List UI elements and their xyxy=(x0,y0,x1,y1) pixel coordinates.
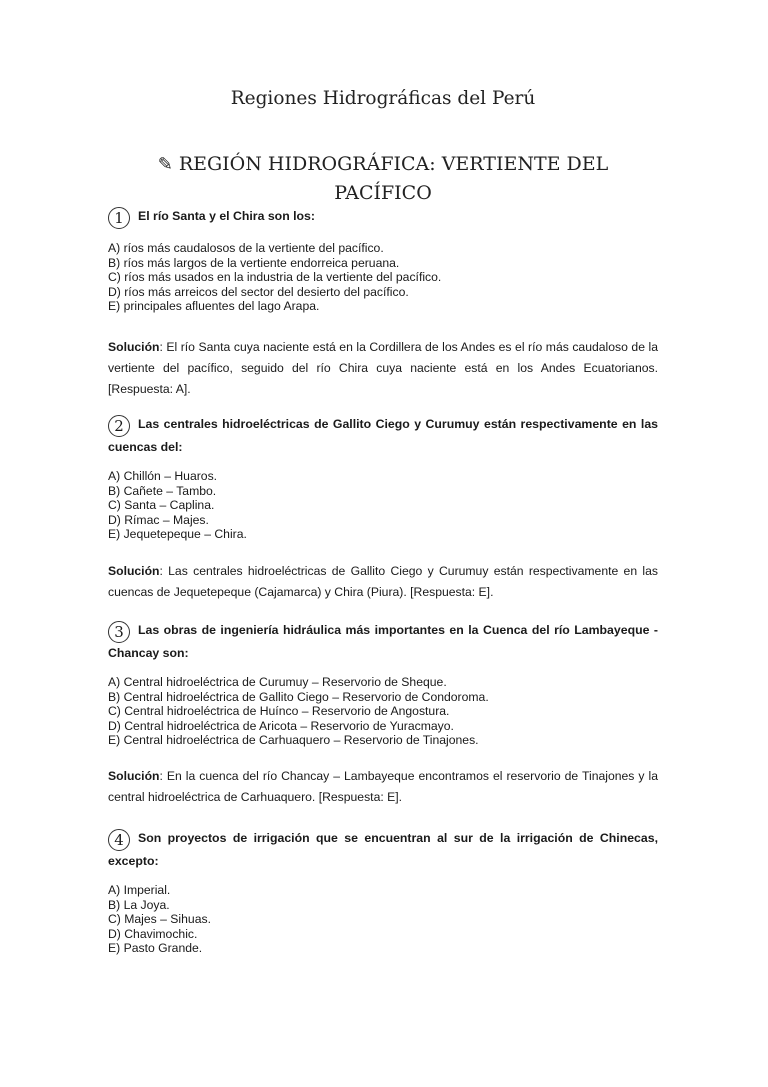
question-1 xyxy=(108,206,658,314)
solution-3: Solución: En la cuenca del río Chancay – Lambayeque encontramos el reservorio de Tinajones y la central hidroeléctrica de Carhuaquero. [Respuesta: E]. xyxy=(108,769,658,804)
question-1-options xyxy=(108,241,658,314)
option-e: E) principales afluentes del lago Arapa. xyxy=(108,299,320,314)
question-1-text: 1 El río Santa y el Chira son los: xyxy=(108,206,658,229)
pencil-icon: ✎ xyxy=(157,154,173,175)
option-a: A) ríos más caudalosos de la vertiente del pacífico. xyxy=(108,241,384,255)
section-heading-line2: PACÍFICO xyxy=(334,182,432,204)
question-4-text: 4 Son proyectos de irrigación que se encuentran al sur de la irrigación de Chinecas, excepto: xyxy=(108,831,658,868)
option-c: C) Central hidroeléctrica de Huínco – Reservorio de Angostura. xyxy=(108,704,450,719)
question-4 xyxy=(108,828,658,956)
question-number-badge: 3 xyxy=(108,621,130,643)
option-e: E) Jequetepeque – Chira. xyxy=(108,527,247,542)
option-d: D) Rímac – Majes. xyxy=(108,512,209,527)
section-heading xyxy=(108,150,658,207)
option-b: B) Central hidroeléctrica de Gallito Ciego – Reservorio de Condoroma. xyxy=(108,689,489,704)
question-number-badge: 1 xyxy=(108,207,130,229)
option-c: C) Majes – Sihuas. xyxy=(108,912,211,927)
solution-label: Solución xyxy=(108,769,160,783)
question-2-options xyxy=(108,469,658,542)
option-a: A) Central hidroeléctrica de Curumuy – Reservorio de Sheque. xyxy=(108,675,447,689)
question-3-options xyxy=(108,675,658,748)
option-c: C) Santa – Caplina. xyxy=(108,498,215,513)
option-d: D) Chavimochic. xyxy=(108,926,198,941)
option-e: E) Pasto Grande. xyxy=(108,941,203,956)
option-b: B) La Joya. xyxy=(108,897,170,912)
solution-label: Solución xyxy=(108,564,160,578)
question-2-text: 2 Las centrales hidroeléctricas de Gallito Ciego y Curumuy están respectivamente en las cuencas del: xyxy=(108,417,658,454)
document-title: Regiones Hidrográficas del Perú xyxy=(230,88,536,109)
solution-label: Solución xyxy=(108,340,160,354)
question-number-badge: 2 xyxy=(108,415,130,437)
option-d: D) ríos más arreicos del sector del desierto del pacífico. xyxy=(108,284,409,299)
solution-1: Solución: El río Santa cuya naciente está en la Cordillera de los Andes es el río más caudaloso de la vertiente del pacífico, seguido del río Chira cuya naciente está en los Andes Ecuatorianos. [Respuesta: A]. xyxy=(108,340,658,396)
option-a: A) Chillón – Huaros. xyxy=(108,469,218,483)
question-3 xyxy=(108,620,658,748)
question-4-options xyxy=(108,883,658,956)
question-3-text: 3 Las obras de ingeniería hidráulica más importantes en la Cuenca del río Lambayeque - Chancay son: xyxy=(108,623,658,660)
option-c: C) ríos más usados en la industria de la vertiente del pacífico. xyxy=(108,270,442,285)
section-heading-line1: REGIÓN HIDROGRÁFICA: VERTIENTE DEL xyxy=(178,153,609,175)
option-a: A) Imperial. xyxy=(108,883,171,897)
solution-2: Solución: Las centrales hidroeléctricas de Gallito Ciego y Curumuy están respectivamente en las cuencas de Jequetepeque (Cajamarca) y Chira (Piura). [Respuesta: E]. xyxy=(108,564,658,599)
option-b: B) Cañete – Tambo. xyxy=(108,483,217,498)
question-number-badge: 4 xyxy=(108,829,130,851)
option-e: E) Central hidroeléctrica de Carhuaquero – Reservorio de Tinajones. xyxy=(108,733,479,748)
option-d: D) Central hidroeléctrica de Aricota – Reservorio de Yuracmayo. xyxy=(108,718,454,733)
option-b: B) ríos más largos de la vertiente endorreica peruana. xyxy=(108,255,400,270)
question-2 xyxy=(108,414,658,542)
